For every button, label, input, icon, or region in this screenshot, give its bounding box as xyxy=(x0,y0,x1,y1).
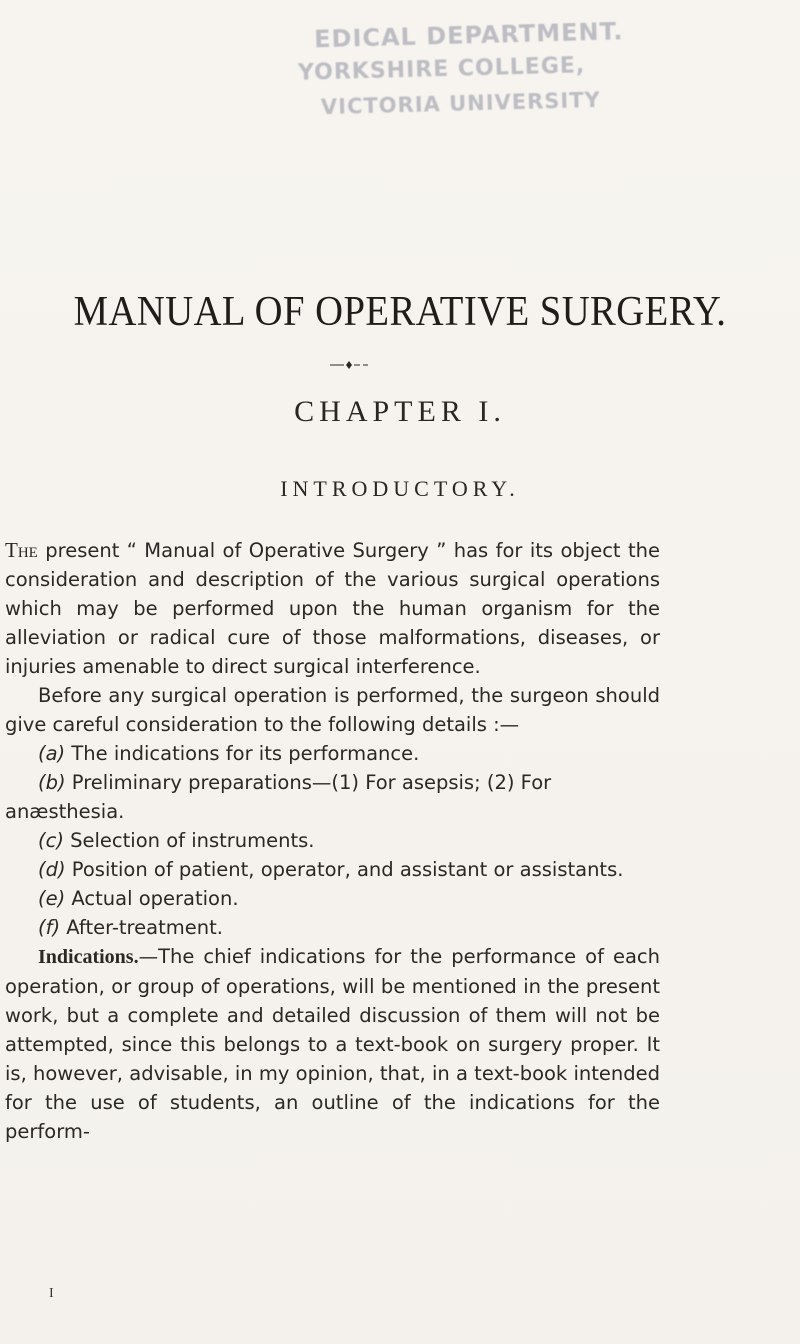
indications-paragraph xyxy=(5,942,660,1146)
list-item-f xyxy=(5,913,660,942)
stamp-line-1: EDICAL DEPARTMENT. xyxy=(313,17,624,54)
list-item-a xyxy=(5,739,660,768)
list-item-b xyxy=(5,768,660,797)
list-label: (f) xyxy=(38,916,61,939)
intro-small-caps: The xyxy=(5,538,38,562)
list-text: Position of patient, operator, and assistant or assistants. xyxy=(65,858,624,881)
indications-heading: Indications. xyxy=(38,946,139,968)
stamp-line-2: YORKSHIRE COLLEGE, xyxy=(297,53,586,86)
list-item-d xyxy=(5,855,660,884)
list-text: Actual operation. xyxy=(65,887,239,910)
list-label: (a) xyxy=(38,742,66,765)
list-text: Selection of instruments. xyxy=(63,829,315,852)
list-item-c xyxy=(5,826,660,855)
library-stamp xyxy=(269,13,692,126)
list-label: (c) xyxy=(38,829,64,852)
list-text: Preliminary preparations—(1) For asepsis; (2) For xyxy=(65,771,552,794)
chapter-subtitle: INTRODUCTORY. xyxy=(280,476,520,501)
list-text: After-treatment. xyxy=(60,916,223,939)
ornament-rule-icon xyxy=(330,360,370,370)
indications-text: —The chief indications for the performance of each operation, or group of operations, will be mentioned in the present work, but a complete and detailed discussion of them will not be attempted, since this belongs to a text-book on surgery proper. It is, however, advisable, in my opinion, that, in a text-book intended for the use of students, an outline of the indications for the perform- xyxy=(5,945,660,1143)
list-label: (e) xyxy=(38,887,66,910)
stamp-line-3: VICTORIA UNIVERSITY xyxy=(320,87,602,120)
list-label: (d) xyxy=(38,858,66,881)
list-label: (b) xyxy=(38,771,66,794)
details-paragraph: Before any surgical operation is performed, the surgeon should give careful consideration to the following details :— xyxy=(5,684,660,736)
book-title: MANUAL OF OPERATIVE SURGERY. xyxy=(73,289,727,335)
signature-mark: I xyxy=(49,1286,54,1301)
list-item-b-continuation: anæsthesia. xyxy=(5,800,125,823)
body-text xyxy=(5,536,660,1146)
chapter-heading: CHAPTER I. xyxy=(294,395,506,428)
list-item-e xyxy=(5,884,660,913)
intro-text: present “ Manual of Operative Surgery ” has for its object the consideration and description of the various surgical operations which may be performed upon the human organism for the alleviation or radical cure of those malformations, diseases, or injuries amenable to direct surgical interference. xyxy=(5,539,660,678)
intro-paragraph xyxy=(5,536,660,681)
list-text: The indications for its performance. xyxy=(65,742,420,765)
